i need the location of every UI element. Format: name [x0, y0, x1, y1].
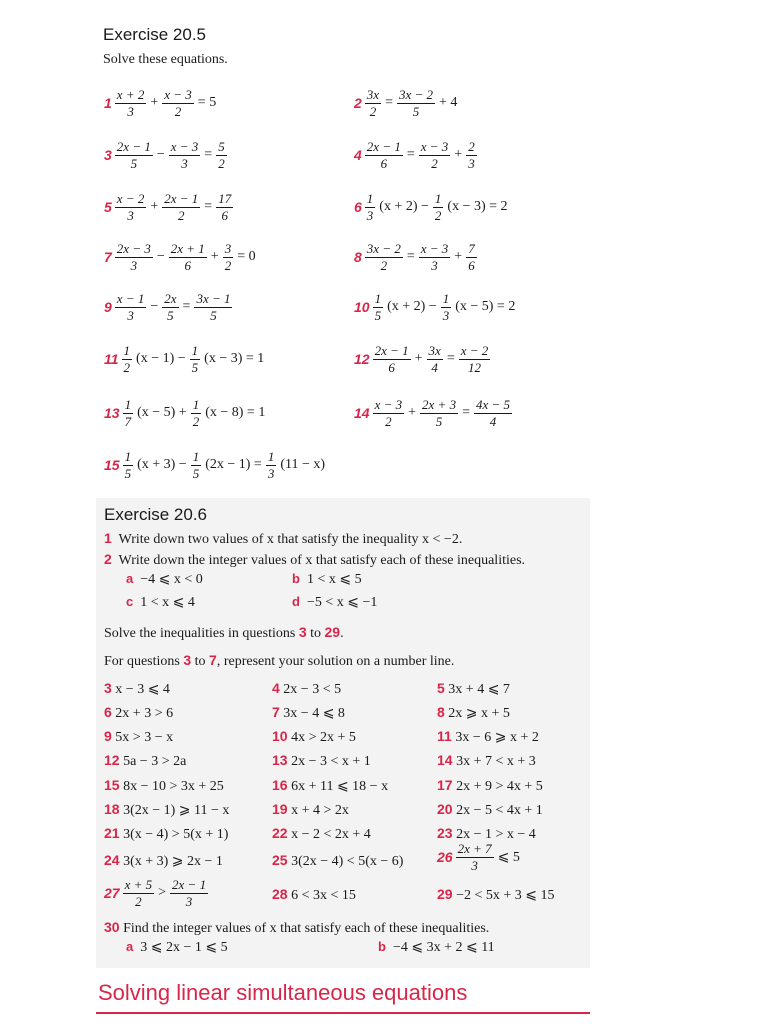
inequality-question: [104, 852, 223, 870]
question-number: 12: [354, 351, 370, 368]
question-number: 16: [272, 777, 288, 793]
fraction: $\frac{1}{2}$: [123, 343, 131, 375]
inequality-text: 2x − 5 < 4x + 1: [456, 803, 543, 818]
question-6: 6 $\frac{1}{3}$ (x + 2) − $\frac{1}{2}$ (x − 3) = 2: [354, 191, 508, 223]
inequality-text: 2x + 9 > 4x + 5: [456, 779, 543, 794]
question-number: 22: [272, 825, 288, 841]
question-1-text: 1 Write down two values of x that satisfy the inequality x < −2.: [104, 530, 463, 547]
question-number: 18: [104, 801, 120, 817]
q30-part-a: a 3 ⩽ 2x − 1 ⩽ 5: [126, 939, 228, 955]
inequality-text: 6x + 11 ⩽ 18 − x: [291, 779, 389, 794]
inequality-text: 3x + 4 ⩽ 7: [448, 682, 510, 697]
question-number: 15: [104, 457, 120, 474]
fraction: $\frac{x + 2}{3}$: [116, 87, 145, 119]
question-15: 15 $\frac{1}{5}$ (x + 3) − $\frac{1}{5}$ (2x − 1) = $\frac{1}{3}$ (11 − x): [104, 449, 326, 481]
question-9: 9 $\frac{x - 1}{3}$ − $\frac{2x}{5}$ = $\frac{3x - 1}{5}$: [104, 291, 231, 323]
fraction: $\frac{3x - 2}{5}$: [398, 87, 434, 119]
q30-part-b: b −4 ⩽ 3x + 2 ⩽ 11: [378, 939, 495, 955]
question-number: 17: [437, 777, 453, 793]
fraction: $\frac{1}{5}$: [191, 343, 199, 375]
question-1: 1 $\frac{x + 2}{3}$ + $\frac{x - 3}{2}$ = 5: [104, 87, 217, 119]
fraction: $\frac{4x - 5}{4}$: [475, 397, 511, 429]
fraction: $\frac{x - 3}{3}$: [420, 241, 449, 273]
inequality-question: [104, 777, 224, 795]
exercise-20-5-title: Exercise 20.5: [103, 25, 206, 44]
question-number: 4: [272, 680, 280, 696]
question-number: 8: [354, 249, 362, 266]
inequality-question: [437, 728, 539, 746]
part-c: c 1 < x ⩽ 4: [126, 594, 195, 610]
inequality-question: [437, 680, 510, 698]
question-number: 13: [272, 752, 288, 768]
part-b: b 1 < x ⩽ 5: [292, 571, 362, 587]
question-number: 11: [104, 351, 119, 368]
fraction: $\frac{7}{6}$: [468, 241, 475, 273]
question-number: 19: [272, 801, 288, 817]
inequality-question: [437, 801, 543, 819]
inequality-text: 3(x + 3) ⩾ 2x − 1: [123, 854, 223, 869]
question-number: 7: [272, 704, 280, 720]
question-3: 3 $\frac{2x - 1}{5}$ − $\frac{x - 3}{3}$ = $\frac{5}{2}$: [104, 139, 225, 171]
inequality-text: x − 2 < 2x + 4: [291, 827, 371, 842]
part-a: a −4 ⩽ x < 0: [126, 571, 203, 587]
question-number: 23: [437, 825, 453, 841]
question-29: 29 −2 < 5x + 3 ⩽ 15: [437, 886, 555, 903]
fraction: $\frac{2x}{5}$: [164, 291, 177, 323]
inequality-text: 3x − 6 ⩾ x + 2: [455, 730, 539, 745]
part-d: d −5 < x ⩽ −1: [292, 594, 378, 610]
inequality-text: 3(x − 4) > 5(x + 1): [123, 827, 229, 842]
question-number: 10: [272, 728, 288, 744]
fraction: $\frac{3x - 1}{5}$: [196, 291, 231, 323]
number-line-instruction: For questions 3 to 7, represent your solution on a number line.: [104, 652, 455, 669]
fraction: $\frac{2x - 1}{5}$: [116, 139, 151, 171]
question-number: 14: [437, 752, 453, 768]
question-2-text: 2 Write down the integer values of x that satisfy each of these inequalities.: [104, 551, 526, 568]
fraction: $\frac{2x + 7}{3}$: [457, 841, 492, 873]
question-number: 20: [437, 801, 453, 817]
fraction: $\frac{2x - 3}{3}$: [116, 241, 151, 273]
inequality-question: [272, 852, 403, 870]
inequality-text: 3x − 4 ⩽ 8: [283, 706, 345, 721]
inequality-text: 2x − 3 < x + 1: [291, 754, 371, 769]
fraction: $\frac{2x + 1}{6}$: [170, 241, 205, 273]
question-number: 8: [437, 704, 445, 720]
exercise-20-6-title: Exercise 20.6: [104, 505, 207, 524]
question-26: 26 $\frac{2x + 7}{3}$ ⩽ 5: [437, 841, 520, 873]
inequality-text: 5a − 3 > 2a: [123, 754, 187, 769]
question-30-text: 30 Find the integer values of x that satisfy each of these inequalities.: [104, 919, 490, 936]
question-number: 9: [104, 728, 112, 744]
section-heading: Solving linear simultaneous equations: [98, 980, 468, 1005]
question-27: 27 $\frac{x + 5}{2}$ > $\frac{2x - 1}{3}$: [104, 877, 207, 909]
fraction: $\frac{1}{3}$: [267, 449, 275, 481]
inequality-question: [437, 752, 536, 770]
inequality-text: x − 3 ⩽ 4: [115, 682, 170, 697]
fraction: $\frac{1}{5}$: [374, 291, 382, 323]
fraction: $\frac{1}{5}$: [124, 449, 132, 481]
inequality-text: x + 4 > 2x: [291, 803, 349, 818]
inequality-question: [437, 777, 543, 795]
question-13: 13 $\frac{1}{7}$ (x − 5) + $\frac{1}{2}$ (x − 8) = 1: [104, 397, 266, 429]
fraction: $\frac{17}{6}$: [218, 191, 232, 223]
inequality-question: [272, 777, 388, 795]
fraction: $\frac{2x - 1}{6}$: [374, 343, 409, 375]
fraction: $\frac{3x}{4}$: [428, 343, 441, 375]
inequality-text: 5x > 3 − x: [115, 730, 174, 745]
inequality-text: 3(2x − 4) < 5(x − 6): [291, 854, 404, 869]
inequality-text: 3x + 7 < x + 3: [456, 754, 536, 769]
question-number: 25: [272, 852, 288, 868]
fraction: $\frac{x - 1}{3}$: [116, 291, 145, 323]
question-28: 28 6 < 3x < 15: [272, 886, 356, 903]
question-number: 6: [104, 704, 112, 720]
question-number: 5: [104, 199, 112, 216]
inequality-question: [272, 825, 371, 843]
question-5: 5 $\frac{x - 2}{3}$ + $\frac{2x - 1}{2}$ = $\frac{17}{6}$: [104, 191, 232, 223]
inequality-text: 4x > 2x + 5: [291, 730, 356, 745]
fraction: $\frac{x - 3}{2}$: [374, 397, 403, 429]
question-8: 8 $\frac{3x - 2}{2}$ = $\frac{x - 3}{3}$ + $\frac{7}{6}$: [354, 241, 475, 273]
question-number: 9: [104, 299, 112, 316]
question-number: 12: [104, 752, 120, 768]
question-number: 10: [354, 299, 370, 316]
inequality-question: [272, 801, 349, 819]
fraction: $\frac{3x - 2}{2}$: [366, 241, 401, 273]
fraction: $\frac{2x - 1}{3}$: [172, 877, 207, 909]
solve-instruction: Solve the inequalities in questions 3 to 29.: [104, 624, 344, 641]
section-underline: [96, 1012, 590, 1014]
inequality-question: [104, 728, 173, 746]
fraction: $\frac{x + 5}{2}$: [124, 877, 153, 909]
question-number: 4: [354, 147, 362, 164]
fraction: $\frac{1}{2}$: [434, 191, 442, 223]
question-number: 15: [104, 777, 120, 793]
question-number: 11: [437, 728, 452, 744]
question-11: 11 $\frac{1}{2}$ (x − 1) − $\frac{1}{5}$ (x − 3) = 1: [104, 343, 265, 375]
fraction: $\frac{2}{3}$: [468, 139, 475, 171]
fraction: $\frac{x - 2}{12}$: [460, 343, 489, 375]
fraction: $\frac{3}{2}$: [224, 241, 232, 273]
exercise-20-5-instruction: Solve these equations.: [103, 52, 228, 67]
inequality-text: 2x + 3 > 6: [115, 706, 174, 721]
question-number: 21: [104, 825, 120, 841]
fraction: $\frac{2x - 1}{2}$: [164, 191, 199, 223]
question-number: 7: [104, 249, 112, 266]
inequality-question: [272, 704, 345, 722]
inequality-question: [104, 825, 228, 843]
question-2: 2 $\frac{3x}{2}$ = $\frac{3x - 2}{5}$ + 4: [354, 87, 458, 119]
question-number: 3: [104, 680, 112, 696]
question-10: 10 $\frac{1}{5}$ (x + 2) − $\frac{1}{3}$ (x − 5) = 2: [354, 291, 516, 323]
inequality-question: [437, 704, 510, 722]
question-number: 24: [104, 852, 120, 868]
inequality-text: 8x − 10 > 3x + 25: [123, 779, 224, 794]
fraction: $\frac{1}{2}$: [192, 397, 200, 429]
question-number: 3: [104, 147, 112, 164]
question-number: 13: [104, 405, 120, 422]
question-number: 1: [104, 95, 112, 112]
fraction: $\frac{2x - 1}{6}$: [366, 139, 401, 171]
fraction: $\frac{3x}{2}$: [366, 87, 380, 119]
inequality-question: [272, 752, 371, 770]
inequality-text: 2x − 3 < 5: [283, 682, 342, 697]
fraction: $\frac{2x + 3}{5}$: [422, 397, 457, 429]
inequality-text: 2x − 1 > x − 4: [456, 827, 536, 842]
inequality-question: [272, 680, 341, 698]
inequality-question: [104, 801, 229, 819]
question-number: 14: [354, 405, 370, 422]
fraction: $\frac{1}{7}$: [124, 397, 132, 429]
fraction: $\frac{1}{3}$: [442, 291, 450, 323]
fraction: $\frac{x - 3}{3}$: [170, 139, 199, 171]
fraction: $\frac{x - 2}{3}$: [116, 191, 145, 223]
fraction: $\frac{1}{3}$: [366, 191, 374, 223]
question-12: 12 $\frac{2x - 1}{6}$ + $\frac{3x}{4}$ = $\frac{x - 2}{12}$: [354, 343, 489, 375]
fraction: $\frac{1}{5}$: [192, 449, 200, 481]
question-4: 4 $\frac{2x - 1}{6}$ = $\frac{x - 3}{2}$ + $\frac{2}{3}$: [354, 139, 475, 171]
question-7: 7 $\frac{2x - 3}{3}$ − $\frac{2x + 1}{6}$ + $\frac{3}{2}$ = 0: [104, 241, 256, 273]
question-number: 6: [354, 199, 362, 216]
inequality-text: 2x ⩾ x + 5: [448, 706, 510, 721]
inequality-question: [104, 704, 173, 722]
inequality-question: [104, 752, 186, 770]
question-number: 5: [437, 680, 445, 696]
fraction: $\frac{x - 3}{2}$: [420, 139, 449, 171]
fraction: $\frac{5}{2}$: [218, 139, 225, 171]
inequality-text: 3(2x − 1) ⩾ 11 − x: [123, 803, 230, 818]
question-number: 2: [354, 95, 362, 112]
question-14: 14 $\frac{x - 3}{2}$ + $\frac{2x + 3}{5}$ = $\frac{4x - 5}{4}$: [354, 397, 511, 429]
inequality-question: [272, 728, 356, 746]
fraction: $\frac{x - 3}{2}$: [164, 87, 192, 119]
inequality-question: [104, 680, 170, 698]
